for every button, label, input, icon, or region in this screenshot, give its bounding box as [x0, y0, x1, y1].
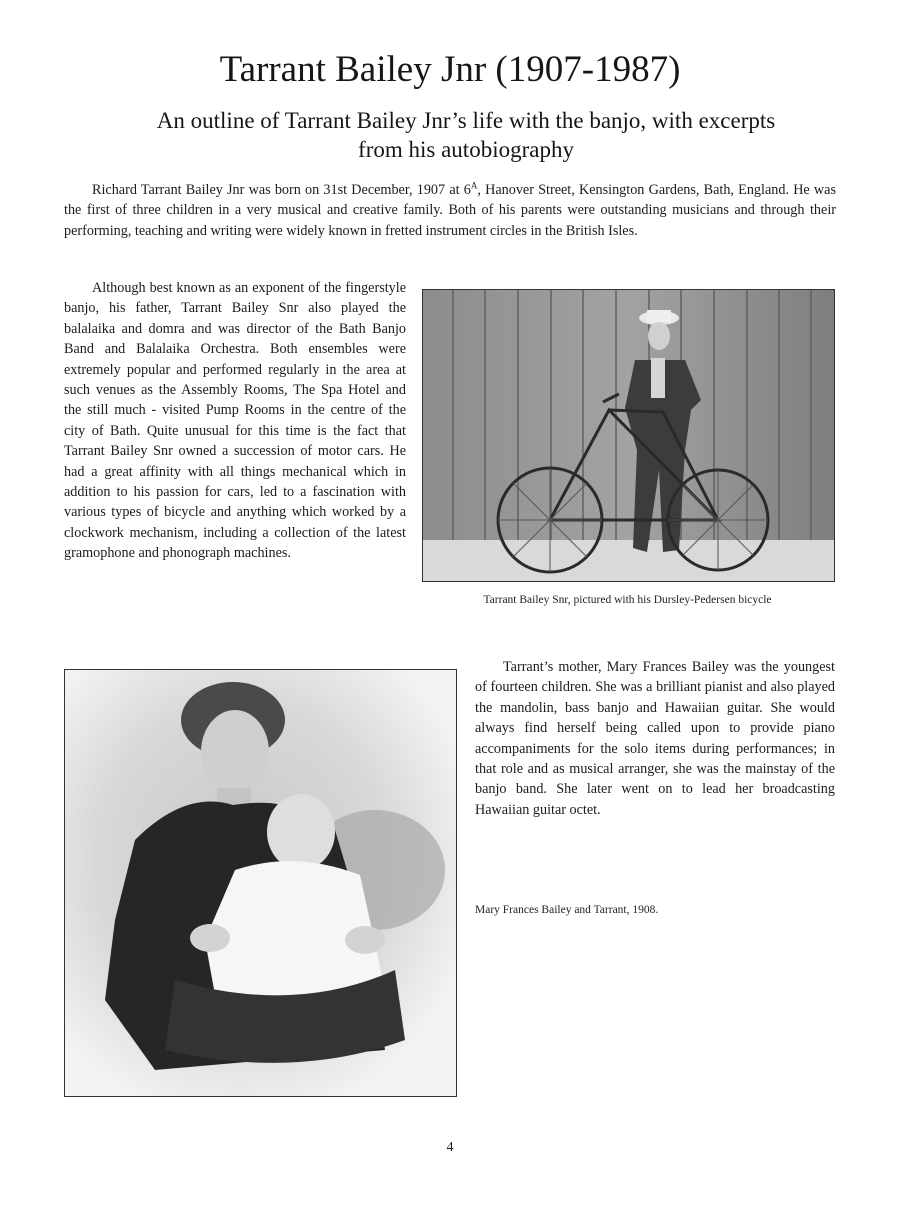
intro-paragraph [64, 180, 836, 241]
intro-text-end: , Hanover Street, Kensington Gardens, Bath, England. He was the first of three children in a very musical and creative family. Both of his parents were outstanding musicians and through their performing, teaching and writing were widely known in fretted instrument circles in the British Isles. [64, 182, 836, 239]
photo-father-bicycle-image [423, 290, 834, 581]
photo-mother-baby-image [65, 670, 456, 1096]
photo-father-bicycle [422, 289, 835, 582]
photo-father-caption: Tarrant Bailey Snr, pictured with his Dursley-Pedersen bicycle [483, 594, 772, 606]
page-subtitle [100, 106, 832, 164]
page-number: 4 [446, 1140, 454, 1155]
photo-mother-baby [64, 669, 457, 1097]
subtitle-line-1: An outline of Tarrant Bailey Jnr’s life with the banjo, with excerpts [156, 108, 776, 133]
page-title: Tarrant Bailey Jnr (1907-1987) [219, 49, 681, 90]
intro-superscript: A [470, 180, 478, 191]
mother-paragraph: Tarrant’s mother, Mary Frances Bailey was the youngest of fourteen children. She was a brilliant pianist and also played the mandolin, bass banjo and Hawaiian guitar. She would always find herself being called upon to provide piano accompaniments for the solo items during performances; in that role and as musical arranger, she was the mainstay of the banjo band. She later went on to lead her broadcasting Hawaiian guitar octet. [475, 659, 835, 818]
photo-mother-caption: Mary Frances Bailey and Tarrant, 1908. [475, 904, 659, 916]
subtitle-line-2: from his autobiography [358, 137, 574, 162]
intro-text-start: Richard Tarrant Bailey Jnr was born on 31st December, 1907 at 6 [92, 182, 471, 198]
father-paragraph: Although best known as an exponent of the fingerstyle banjo, his father, Tarrant Bailey Snr also played the balalaika and domra and was director of the Bath Banjo Band and Balalaika Orchestra. Both ensembles were extremely popular and performed regularly in the area at such venues as the Assembly Rooms, The Spa Hotel and the still much - visited Pump Rooms in the centre of the city of Bath. Quite unusual for this time is the fact that Tarrant Bailey Snr owned a succession of motor cars. He had a great affinity with all things mechanical which in addition to his passion for cars, led to a fascination with various types of bicycle and anything which worked by a clockwork mechanism, including a collection of the latest gramophone and phonograph machines. [64, 280, 406, 562]
